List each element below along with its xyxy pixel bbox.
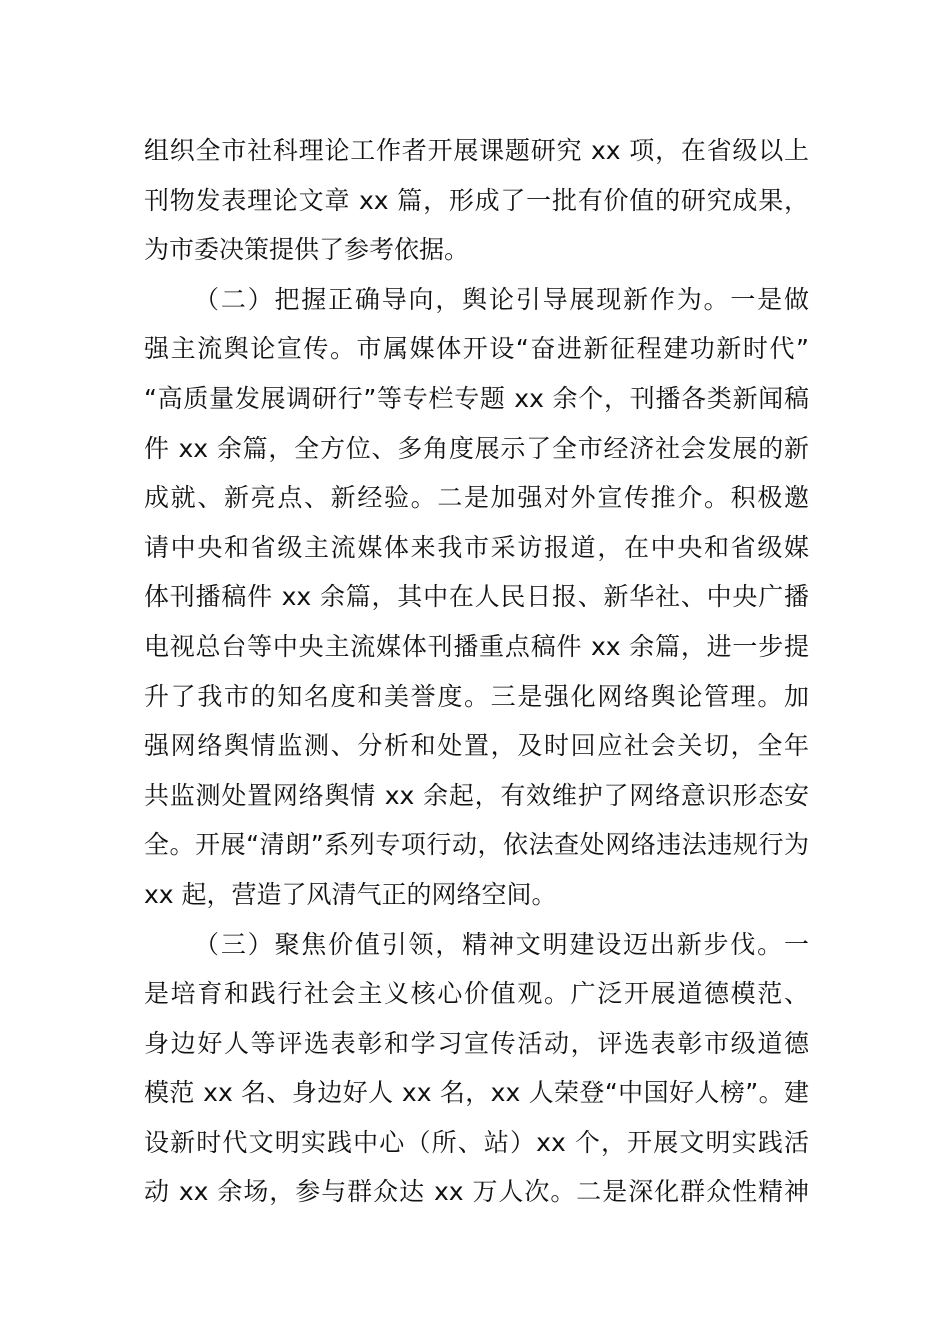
text-line: 成就、新亮点、新经验。二是加强对外宣传推介。积极邀 <box>144 483 809 513</box>
text-line: 强网络舆情监测、分析和处置，及时回应社会关切，全年 <box>144 731 809 761</box>
document-body <box>144 126 809 1217</box>
section-heading-line: （二）把握正确导向，舆论引导展现新作为。一是做 <box>194 284 809 314</box>
text-line: 是培育和践行社会主义核心价值观。广泛开展道德模范、 <box>144 979 809 1009</box>
text-line: 设新时代文明实践中心（所、站）xx 个，开展文明实践活 <box>144 1127 809 1157</box>
text-line: 动 xx 余场，参与群众达 xx 万人次。二是深化群众性精神 <box>144 1177 809 1207</box>
text-line: 电视总台等中央主流媒体刊播重点稿件 xx 余篇，进一步提 <box>144 631 809 661</box>
text-line: 为市委决策提供了参考依据。 <box>144 235 470 265</box>
text-line: 请中央和省级主流媒体来我市采访报道，在中央和省级媒 <box>144 532 809 562</box>
text-line: 刊物发表理论文章 xx 篇，形成了一批有价值的研究成果， <box>144 185 809 215</box>
text-line: 组织全市社科理论工作者开展课题研究 xx 项，在省级以上 <box>144 136 809 165</box>
text-line: 全。开展“清朗”系列专项行动，依法查处网络违法违规行为 <box>144 830 809 860</box>
text-line: “高质量发展调研行”等专栏专题 xx 余个，刊播各类新闻稿 <box>144 383 809 413</box>
text-line: 升了我市的知名度和美誉度。三是强化网络舆论管理。加 <box>144 681 809 711</box>
text-line: 强主流舆论宣传。市属媒体开设“奋进新征程建功新时代” <box>144 334 809 364</box>
text-line: 件 xx 余篇，全方位、多角度展示了全市经济社会发展的新 <box>144 433 809 463</box>
text-line: 模范 xx 名、身边好人 xx 名，xx 人荣登“中国好人榜”。建 <box>144 1078 809 1108</box>
text-line: xx 起，营造了风清气正的网络空间。 <box>144 879 557 909</box>
text-line: 身边好人等评选表彰和学习宣传活动，评选表彰市级道德 <box>144 1028 809 1058</box>
section-heading-line: （三）聚焦价值引领，精神文明建设迈出新步伐。一 <box>194 929 809 959</box>
text-line: 体刊播稿件 xx 余篇，其中在人民日报、新华社、中央广播 <box>144 582 809 612</box>
text-line: 共监测处置网络舆情 xx 余起，有效维护了网络意识形态安 <box>144 780 809 810</box>
